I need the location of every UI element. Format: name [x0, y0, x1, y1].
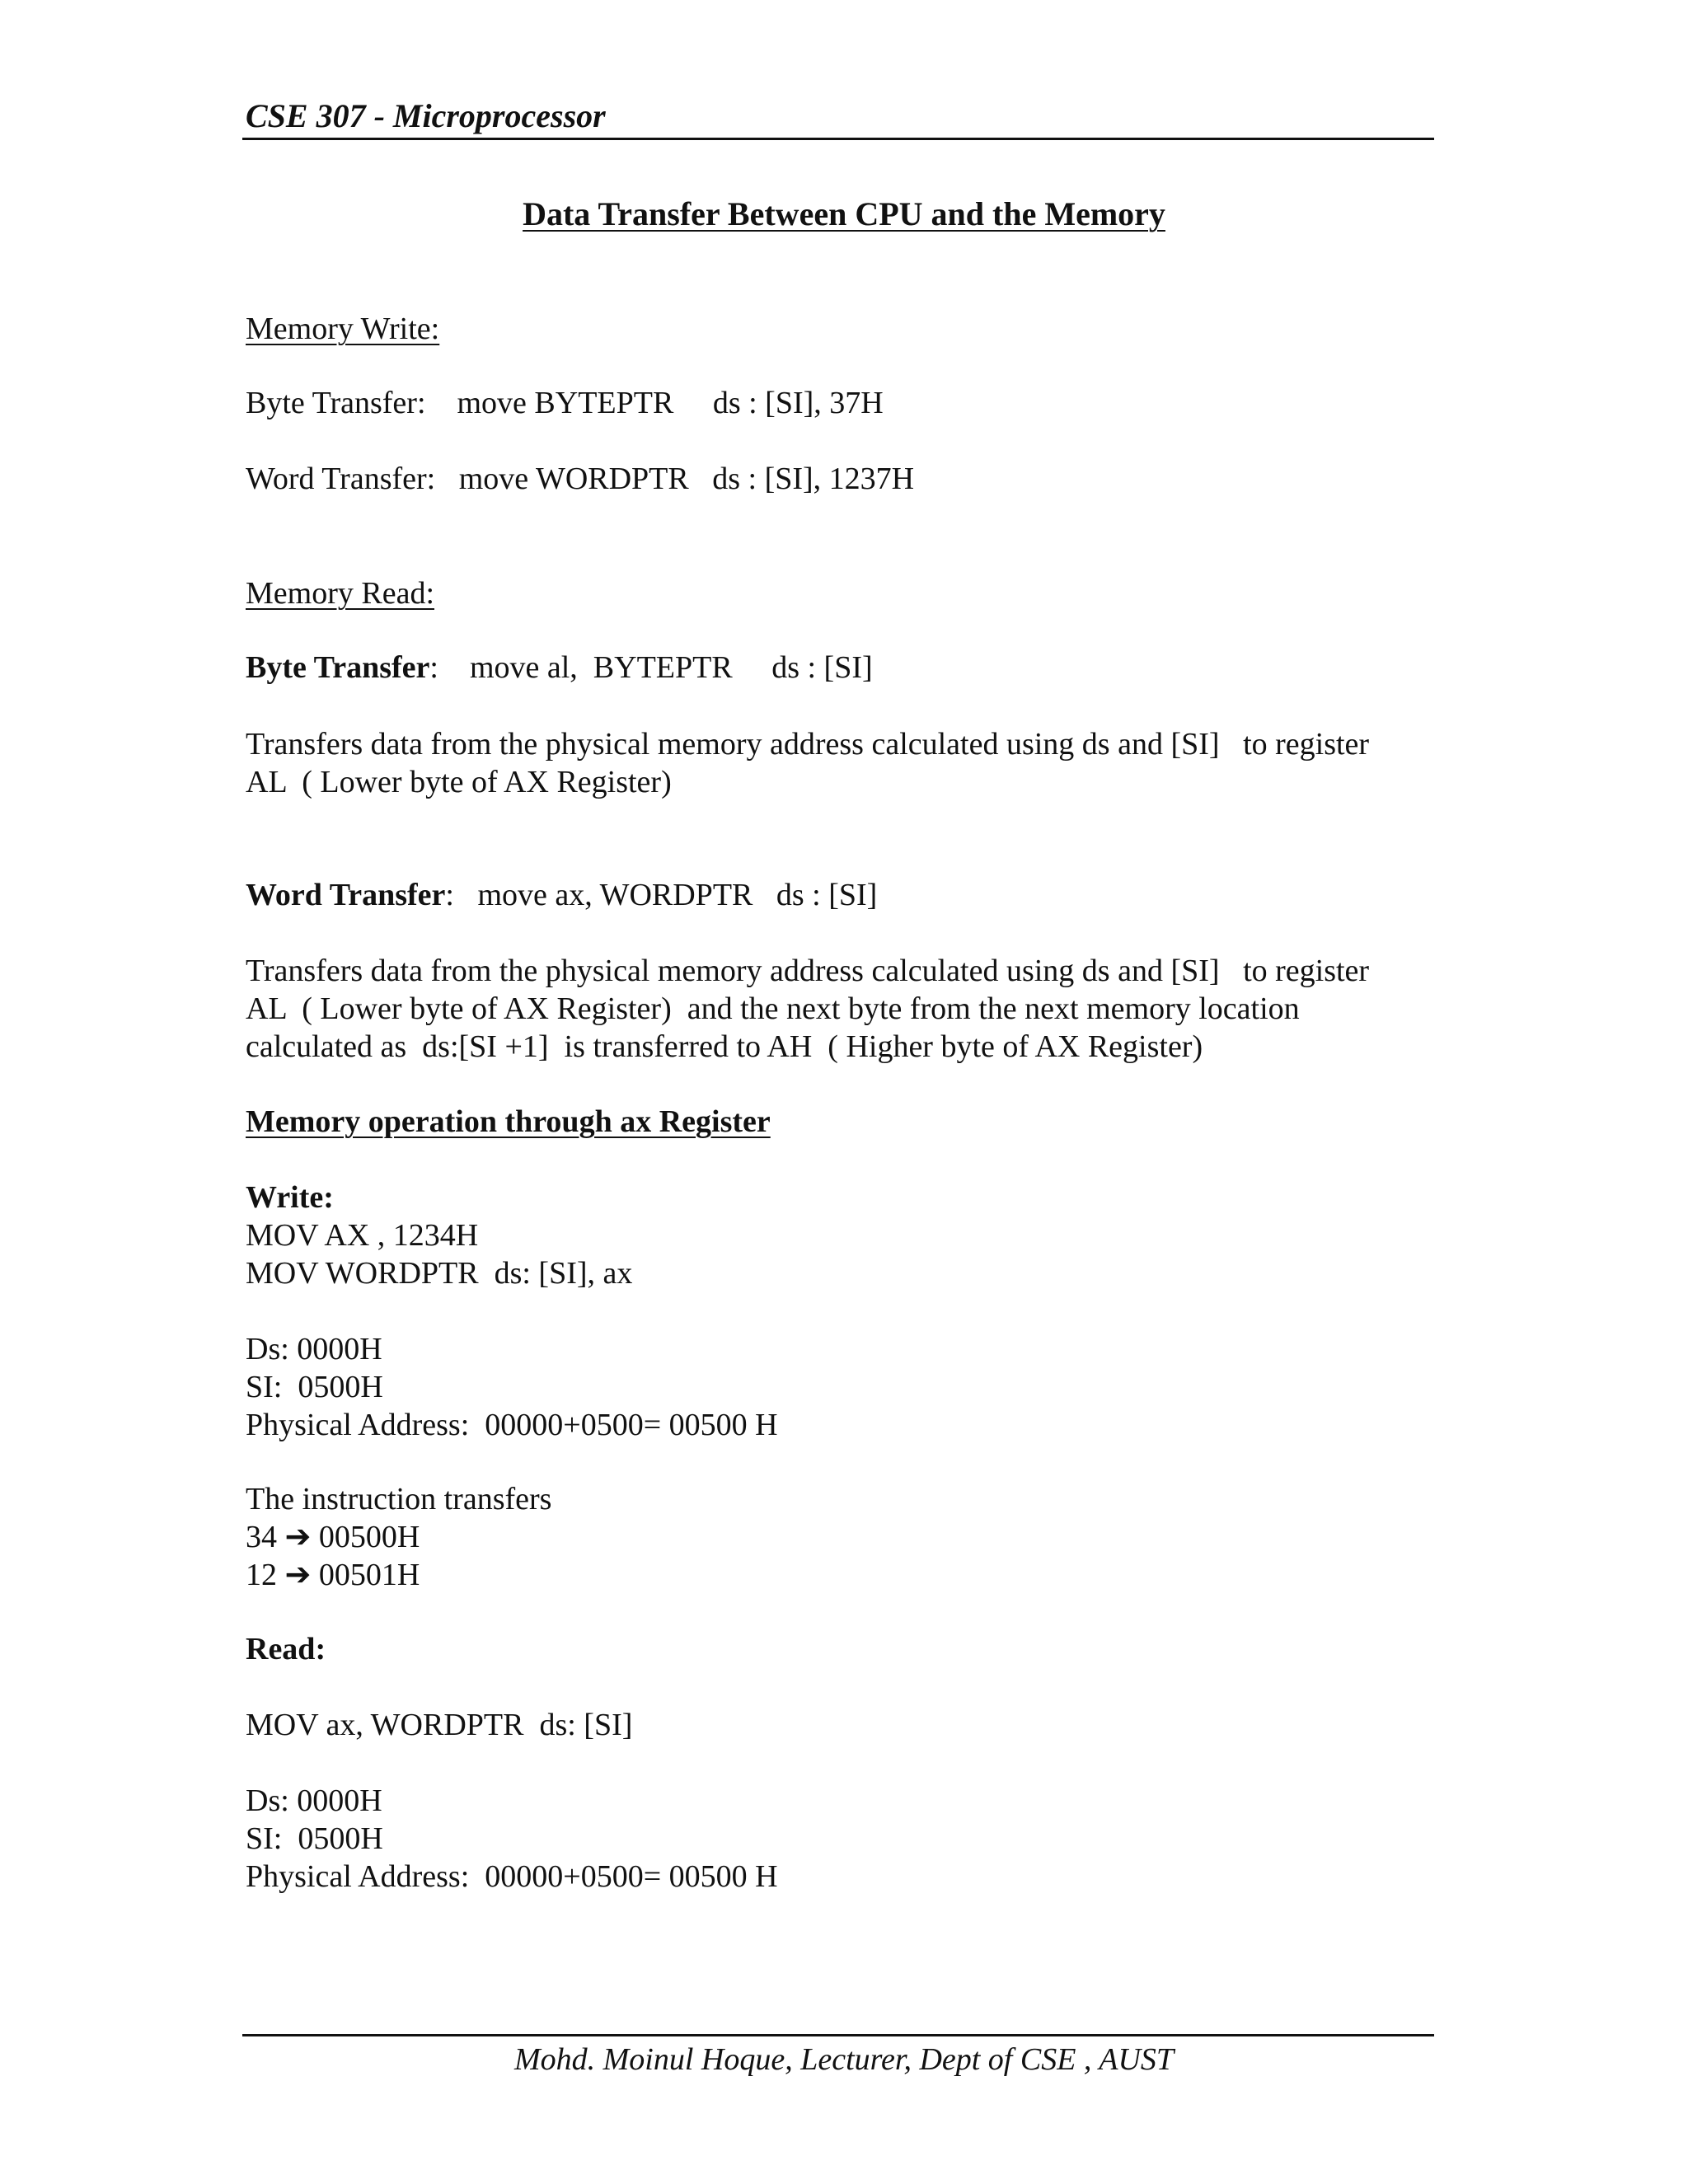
read-byte-code: move al, BYTEPTR ds : [SI]	[469, 650, 873, 685]
transfer-value-1: 34	[246, 1520, 277, 1554]
footer-author: Mohd. Moinul Hoque, Lecturer, Dept of CSE , AUST	[513, 2042, 1175, 2077]
read-byte-label: Byte Transfer	[246, 650, 430, 685]
header-course: CSE 307 - Microprocessor	[246, 97, 606, 134]
write-line-1: MOV AX , 1234H	[246, 1218, 479, 1253]
memory-write-heading: Memory Write:	[246, 312, 440, 346]
header-rule	[242, 138, 1434, 140]
write-byte-code: move BYTEPTR ds : [SI], 37H	[457, 386, 884, 420]
transfer-line-2	[246, 1556, 420, 1594]
write-physical-address: Physical Address: 00000+0500= 00500 H	[246, 1408, 778, 1442]
transfer-value-2: 12	[246, 1558, 277, 1592]
read-word-label: Word Transfer	[246, 878, 446, 912]
read-byte-transfer	[246, 649, 873, 687]
right-arrow-icon: ➔	[284, 1558, 312, 1592]
transfer-line-1	[246, 1518, 420, 1556]
write-word-transfer	[246, 460, 914, 498]
right-arrow-icon: ➔	[284, 1520, 312, 1554]
transfer-address-1: 00500H	[318, 1520, 420, 1554]
write-label: Write:	[246, 1180, 334, 1215]
read-ds: Ds: 0000H	[246, 1783, 382, 1818]
footer-rule	[242, 2034, 1434, 2036]
write-ds: Ds: 0000H	[246, 1332, 382, 1366]
read-word-desc-3: calculated as ds:[SI +1] is transferred to AH ( Higher byte of AX Register)	[246, 1029, 1203, 1064]
write-byte-transfer	[246, 384, 884, 422]
write-word-code: move WORDPTR ds : [SI], 1237H	[458, 462, 915, 496]
write-byte-label: Byte Transfer:	[246, 386, 426, 420]
read-label: Read:	[246, 1632, 326, 1666]
transfer-address-2: 00501H	[318, 1558, 420, 1592]
read-byte-desc-1: Transfers data from the physical memory address calculated using ds and [SI] to register	[246, 727, 1370, 762]
write-line-2: MOV WORDPTR ds: [SI], ax	[246, 1256, 633, 1291]
read-word-transfer	[246, 876, 877, 914]
read-physical-address: Physical Address: 00000+0500= 00500 H	[246, 1859, 778, 1894]
read-line: MOV ax, WORDPTR ds: [SI]	[246, 1708, 633, 1742]
read-si: SI: 0500H	[246, 1821, 383, 1856]
read-word-code: move ax, WORDPTR ds : [SI]	[477, 878, 878, 912]
ax-section-heading: Memory operation through ax Register	[246, 1104, 771, 1139]
write-si: SI: 0500H	[246, 1370, 383, 1404]
read-byte-desc-2: AL ( Lower byte of AX Register)	[246, 765, 672, 799]
read-word-desc-2: AL ( Lower byte of AX Register) and the next byte from the next memory location	[246, 991, 1300, 1026]
write-word-label: Word Transfer:	[246, 462, 436, 496]
instruction-intro: The instruction transfers	[246, 1482, 552, 1516]
read-word-colon: :	[445, 878, 454, 912]
read-byte-colon: :	[429, 650, 438, 685]
read-word-desc-1: Transfers data from the physical memory address calculated using ds and [SI] to register	[246, 954, 1370, 988]
page-title: Data Transfer Between CPU and the Memory	[523, 195, 1165, 232]
memory-read-heading: Memory Read:	[246, 576, 435, 611]
